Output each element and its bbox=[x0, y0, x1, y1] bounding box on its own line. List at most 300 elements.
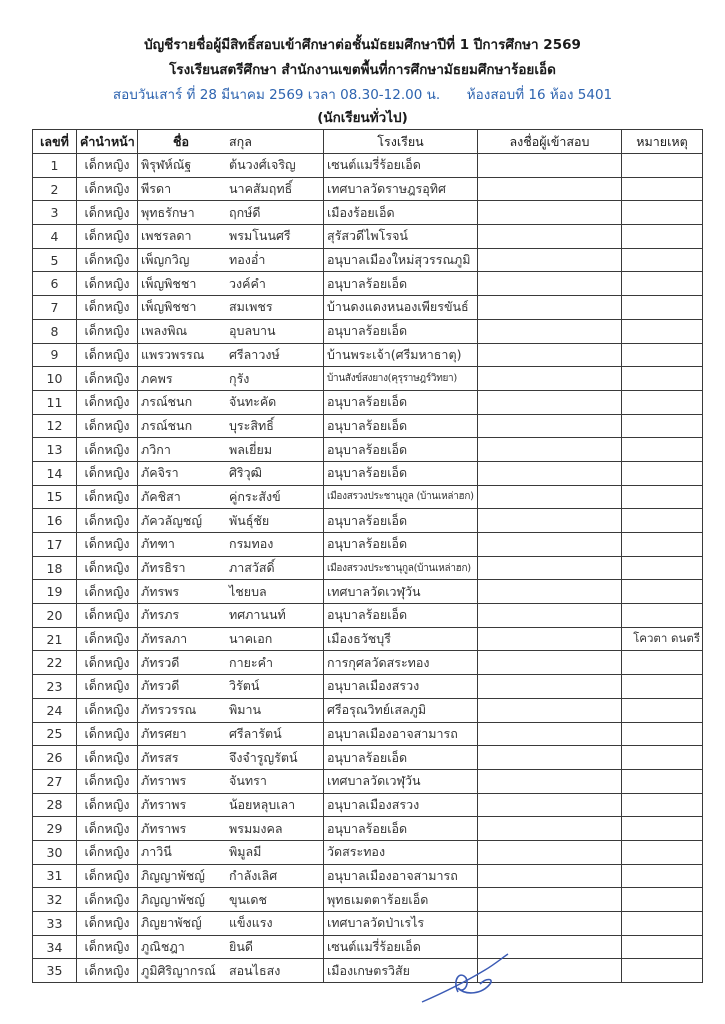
row-first-name: ภัทรพร bbox=[141, 583, 180, 599]
row-number: 8 bbox=[33, 319, 77, 343]
row-signature-field[interactable] bbox=[478, 390, 622, 414]
row-first-name: พีรดา bbox=[141, 181, 172, 197]
col-header-last-name: สกุล bbox=[229, 133, 252, 149]
row-last-name: พันธุ์ชัย bbox=[229, 512, 270, 528]
row-first-name: ภัทรภร bbox=[141, 607, 180, 623]
table-header-row bbox=[33, 130, 703, 154]
row-remark bbox=[622, 580, 703, 604]
row-school: อนุบาลร้อยเอ็ด bbox=[324, 390, 478, 414]
row-number: 34 bbox=[33, 935, 77, 959]
row-first-name: พิรุฬห์ณัฐ bbox=[141, 157, 192, 173]
row-prefix: เด็กหญิง bbox=[77, 272, 138, 296]
row-signature-field[interactable] bbox=[478, 461, 622, 485]
row-first-name: ภัทรวรรณ bbox=[141, 702, 197, 718]
row-school: เมืองร้อยเอ็ด bbox=[324, 201, 478, 225]
row-last-name: จันทรา bbox=[229, 773, 267, 789]
school-subtitle: โรงเรียนสตรีศึกษา สำนักงานเขตพื้นที่การศึกษามัธยมศึกษาร้อยเอ็ด bbox=[169, 62, 556, 78]
row-signature-field[interactable] bbox=[478, 864, 622, 888]
row-prefix: เด็กหญิง bbox=[77, 888, 138, 912]
table-row bbox=[33, 533, 703, 557]
row-last-name: กำลังเลิศ bbox=[229, 867, 278, 883]
row-number: 29 bbox=[33, 817, 77, 841]
row-number: 35 bbox=[33, 959, 77, 983]
table-row bbox=[33, 793, 703, 817]
row-signature-field[interactable] bbox=[478, 888, 622, 912]
row-last-name: กุรัง bbox=[229, 370, 250, 386]
row-name bbox=[138, 296, 324, 320]
row-school: เทศบาลวัดป่าเรไร bbox=[324, 912, 478, 936]
row-remark bbox=[622, 272, 703, 296]
row-number: 28 bbox=[33, 793, 77, 817]
row-first-name: เพลงพิณ bbox=[141, 323, 188, 339]
row-remark bbox=[622, 390, 703, 414]
row-name bbox=[138, 746, 324, 770]
row-number: 14 bbox=[33, 461, 77, 485]
row-number: 31 bbox=[33, 864, 77, 888]
row-number: 22 bbox=[33, 651, 77, 675]
row-prefix: เด็กหญิง bbox=[77, 959, 138, 983]
row-name bbox=[138, 390, 324, 414]
row-prefix: เด็กหญิง bbox=[77, 580, 138, 604]
row-remark bbox=[622, 604, 703, 628]
table-row bbox=[33, 461, 703, 485]
row-number: 24 bbox=[33, 698, 77, 722]
row-last-name: คู่กระสังข์ bbox=[229, 488, 281, 504]
row-name bbox=[138, 580, 324, 604]
row-number: 25 bbox=[33, 722, 77, 746]
row-last-name: น้อยหลุบเลา bbox=[229, 796, 296, 812]
row-prefix: เด็กหญิง bbox=[77, 461, 138, 485]
row-signature-field[interactable] bbox=[478, 675, 622, 699]
table-row bbox=[33, 651, 703, 675]
row-prefix: เด็กหญิง bbox=[77, 675, 138, 699]
row-first-name: ภคพร bbox=[141, 370, 173, 386]
row-remark bbox=[622, 769, 703, 793]
table-row bbox=[33, 296, 703, 320]
row-last-name: วิรัตน์ bbox=[229, 678, 260, 694]
row-prefix: เด็กหญิง bbox=[77, 627, 138, 651]
table-row bbox=[33, 201, 703, 225]
row-name bbox=[138, 154, 324, 178]
row-last-name: วงค์คำ bbox=[229, 275, 266, 291]
row-name bbox=[138, 651, 324, 675]
row-first-name: ภัทราพร bbox=[141, 773, 187, 789]
row-signature-field[interactable] bbox=[478, 580, 622, 604]
col-header-school: โรงเรียน bbox=[324, 130, 478, 154]
row-remark bbox=[622, 509, 703, 533]
row-signature-field[interactable] bbox=[478, 248, 622, 272]
row-prefix: เด็กหญิง bbox=[77, 201, 138, 225]
table-row bbox=[33, 556, 703, 580]
row-first-name: ภัทรศยา bbox=[141, 725, 187, 741]
row-signature-field[interactable] bbox=[478, 912, 622, 936]
row-name bbox=[138, 675, 324, 699]
row-number: 7 bbox=[33, 296, 77, 320]
row-name bbox=[138, 888, 324, 912]
row-remark bbox=[622, 367, 703, 391]
row-school: เมืองธวัชบุรี bbox=[324, 627, 478, 651]
exam-room: ห้องสอบที่ 16 ห้อง 5401 bbox=[466, 87, 613, 103]
row-number: 9 bbox=[33, 343, 77, 367]
table-row bbox=[33, 154, 703, 178]
row-signature-field[interactable] bbox=[478, 769, 622, 793]
row-prefix: เด็กหญิง bbox=[77, 414, 138, 438]
row-last-name: สมเพชร bbox=[229, 299, 273, 315]
row-last-name: ศิริวุฒิ bbox=[229, 465, 262, 481]
row-prefix: เด็กหญิง bbox=[77, 698, 138, 722]
row-name bbox=[138, 959, 324, 983]
row-school: เทศบาลวัดเวฬุวัน bbox=[324, 769, 478, 793]
row-number: 20 bbox=[33, 604, 77, 628]
row-school: อนุบาลเมืองสรวง bbox=[324, 675, 478, 699]
row-name bbox=[138, 912, 324, 936]
table-row bbox=[33, 840, 703, 864]
row-last-name: ทศภานนท์ bbox=[229, 607, 286, 623]
row-number: 3 bbox=[33, 201, 77, 225]
table-row bbox=[33, 817, 703, 841]
row-last-name: แข็งแรง bbox=[229, 915, 273, 931]
row-first-name: ภิญยาพัชญ์ bbox=[141, 915, 202, 931]
row-remark bbox=[622, 485, 703, 509]
row-first-name: ภัคชิสา bbox=[141, 488, 181, 504]
table-row bbox=[33, 698, 703, 722]
row-school: บ้านพระเจ้า(ศรีมหาธาตุ) bbox=[324, 343, 478, 367]
row-signature-field[interactable] bbox=[478, 509, 622, 533]
row-first-name: ภัคจิรา bbox=[141, 465, 179, 481]
row-first-name: ภัทรวดี bbox=[141, 678, 180, 694]
row-remark bbox=[622, 319, 703, 343]
row-first-name: พุทธรักษา bbox=[141, 204, 195, 220]
row-number: 10 bbox=[33, 367, 77, 391]
row-first-name: ภัควลัญชญ์ bbox=[141, 512, 203, 528]
row-name bbox=[138, 343, 324, 367]
row-name bbox=[138, 556, 324, 580]
row-school: เมืองสรวงประชานุกูล (บ้านเหล่าฮก) bbox=[324, 485, 478, 509]
row-last-name: พลเยี่ยม bbox=[229, 441, 273, 457]
row-school: อนุบาลเมืองสรวง bbox=[324, 793, 478, 817]
row-number: 4 bbox=[33, 225, 77, 249]
row-remark bbox=[622, 248, 703, 272]
row-prefix: เด็กหญิง bbox=[77, 485, 138, 509]
row-last-name: นาคสัมฤทธิ์ bbox=[229, 181, 293, 197]
row-remark bbox=[622, 817, 703, 841]
row-signature-field[interactable] bbox=[478, 533, 622, 557]
row-number: 23 bbox=[33, 675, 77, 699]
row-first-name: ภวิกา bbox=[141, 441, 171, 457]
table-row bbox=[33, 580, 703, 604]
row-school: อนุบาลร้อยเอ็ด bbox=[324, 414, 478, 438]
row-first-name: ภัทรลภา bbox=[141, 631, 188, 647]
row-number: 1 bbox=[33, 154, 77, 178]
table-row bbox=[33, 343, 703, 367]
row-remark bbox=[622, 533, 703, 557]
row-last-name: ฤกษ์ดี bbox=[229, 204, 261, 220]
row-signature-field[interactable] bbox=[478, 367, 622, 391]
row-signature-field[interactable] bbox=[478, 793, 622, 817]
table-row bbox=[33, 438, 703, 462]
table-row bbox=[33, 248, 703, 272]
table-row bbox=[33, 177, 703, 201]
table-row bbox=[33, 675, 703, 699]
document-title: บัญชีรายชื่อผู้มีสิทธิ์สอบเข้าศึกษาต่อชั้นมัธยมศึกษาปีที่ 1 ปีการศึกษา 2569 bbox=[144, 37, 581, 53]
row-name bbox=[138, 509, 324, 533]
row-name bbox=[138, 414, 324, 438]
table-row bbox=[33, 888, 703, 912]
row-number: 18 bbox=[33, 556, 77, 580]
row-first-name: เพ็ญกวิญ bbox=[141, 252, 190, 268]
row-school: อนุบาลเมืองอาจสามารถ bbox=[324, 864, 478, 888]
table-row bbox=[33, 722, 703, 746]
row-school: อนุบาลร้อยเอ็ด bbox=[324, 817, 478, 841]
col-header-prefix: คำนำหน้า bbox=[77, 130, 138, 154]
row-remark bbox=[622, 675, 703, 699]
row-last-name: ต้นวงศ์เจริญ bbox=[229, 157, 296, 173]
row-first-name: ภัทรสร bbox=[141, 749, 179, 765]
row-school: การกุศลวัดสระทอง bbox=[324, 651, 478, 675]
row-first-name: ภรณ์ชนก bbox=[141, 417, 193, 433]
row-school: อนุบาลร้อยเอ็ด bbox=[324, 604, 478, 628]
row-school: อนุบาลร้อยเอ็ด bbox=[324, 461, 478, 485]
row-prefix: เด็กหญิง bbox=[77, 912, 138, 936]
col-header-signature: ลงชื่อผู้เข้าสอบ bbox=[478, 130, 622, 154]
row-school: อนุบาลร้อยเอ็ด bbox=[324, 746, 478, 770]
row-name bbox=[138, 485, 324, 509]
col-header-no: เลขที่ bbox=[33, 130, 77, 154]
row-signature-field[interactable] bbox=[478, 438, 622, 462]
row-name bbox=[138, 722, 324, 746]
row-signature-field[interactable] bbox=[478, 627, 622, 651]
row-first-name: ภูมิศิริญากรณ์ bbox=[141, 962, 216, 978]
row-name bbox=[138, 438, 324, 462]
row-number: 19 bbox=[33, 580, 77, 604]
row-last-name: ทองอ่ำ bbox=[229, 252, 266, 268]
table-row bbox=[33, 272, 703, 296]
table-row bbox=[33, 627, 703, 651]
row-number: 17 bbox=[33, 533, 77, 557]
row-prefix: เด็กหญิง bbox=[77, 935, 138, 959]
row-remark bbox=[622, 343, 703, 367]
table-row bbox=[33, 604, 703, 628]
row-school: ศรีอรุณวิทย์เสลภูมิ bbox=[324, 698, 478, 722]
row-prefix: เด็กหญิง bbox=[77, 746, 138, 770]
row-number: 27 bbox=[33, 769, 77, 793]
row-prefix: เด็กหญิง bbox=[77, 438, 138, 462]
row-last-name: พิมาน bbox=[229, 702, 262, 718]
row-name bbox=[138, 272, 324, 296]
row-number: 6 bbox=[33, 272, 77, 296]
row-first-name: ภัทรวดี bbox=[141, 654, 180, 670]
row-remark bbox=[622, 888, 703, 912]
row-last-name: จึงจำรูญรัตน์ bbox=[229, 749, 298, 765]
col-header-first-name: ชื่อ bbox=[173, 133, 189, 149]
row-school: อนุบาลร้อยเอ็ด bbox=[324, 272, 478, 296]
row-prefix: เด็กหญิง bbox=[77, 248, 138, 272]
row-signature-field[interactable] bbox=[478, 177, 622, 201]
row-signature-field[interactable] bbox=[478, 604, 622, 628]
row-signature-field[interactable] bbox=[478, 722, 622, 746]
row-name bbox=[138, 225, 324, 249]
row-last-name: ศรีลาวงษ์ bbox=[229, 346, 280, 362]
row-remark bbox=[622, 461, 703, 485]
row-name bbox=[138, 533, 324, 557]
row-school: บ้านสังข์สงยาง(คุรุราษฎร์วิทยา) bbox=[324, 367, 478, 391]
row-prefix: เด็กหญิง bbox=[77, 864, 138, 888]
row-remark bbox=[622, 651, 703, 675]
row-remark bbox=[622, 556, 703, 580]
row-name bbox=[138, 461, 324, 485]
row-last-name: นาคเอก bbox=[229, 631, 273, 647]
signature-mark bbox=[410, 950, 510, 1010]
table-row bbox=[33, 509, 703, 533]
row-remark bbox=[622, 935, 703, 959]
row-number: 26 bbox=[33, 746, 77, 770]
row-school: เมืองเกษตรวิสัย bbox=[324, 959, 478, 983]
row-prefix: เด็กหญิง bbox=[77, 722, 138, 746]
row-school: วัดสระทอง bbox=[324, 840, 478, 864]
row-number: 33 bbox=[33, 912, 77, 936]
row-last-name: ไชยบล bbox=[229, 583, 267, 599]
table-row bbox=[33, 414, 703, 438]
row-prefix: เด็กหญิง bbox=[77, 296, 138, 320]
row-remark bbox=[622, 698, 703, 722]
exam-schedule bbox=[0, 86, 725, 104]
row-last-name: ขุนเดช bbox=[229, 891, 267, 907]
row-name bbox=[138, 935, 324, 959]
row-number: 15 bbox=[33, 485, 77, 509]
row-number: 12 bbox=[33, 414, 77, 438]
row-school: อนุบาลเมืองใหม่สุวรรณภูมิ bbox=[324, 248, 478, 272]
table-row bbox=[33, 912, 703, 936]
row-prefix: เด็กหญิง bbox=[77, 225, 138, 249]
row-name bbox=[138, 319, 324, 343]
row-number: 30 bbox=[33, 840, 77, 864]
row-last-name: อุบลบาน bbox=[229, 323, 276, 339]
row-first-name: แพรวพรรณ bbox=[141, 346, 205, 362]
row-school: อนุบาลร้อยเอ็ด bbox=[324, 438, 478, 462]
row-signature-field[interactable] bbox=[478, 698, 622, 722]
row-remark bbox=[622, 438, 703, 462]
row-signature-field[interactable] bbox=[478, 485, 622, 509]
row-school: เทศบาลวัดราษฎรอุทิศ bbox=[324, 177, 478, 201]
row-first-name: ภัทราพร bbox=[141, 796, 187, 812]
row-number: 2 bbox=[33, 177, 77, 201]
row-prefix: เด็กหญิง bbox=[77, 556, 138, 580]
table-row bbox=[33, 959, 703, 983]
row-last-name: กายะคำ bbox=[229, 654, 274, 670]
row-prefix: เด็กหญิง bbox=[77, 154, 138, 178]
row-school: เทศบาลวัดเวฬุวัน bbox=[324, 580, 478, 604]
row-prefix: เด็กหญิง bbox=[77, 533, 138, 557]
row-remark bbox=[622, 414, 703, 438]
col-header-remark: หมายเหตุ bbox=[622, 130, 703, 154]
row-signature-field[interactable] bbox=[478, 746, 622, 770]
row-school: อนุบาลร้อยเอ็ด bbox=[324, 509, 478, 533]
row-school: อนุบาลร้อยเอ็ด bbox=[324, 319, 478, 343]
row-first-name: เพ็ญพิชชา bbox=[141, 275, 197, 291]
row-last-name: ยินดี bbox=[229, 939, 253, 955]
row-signature-field[interactable] bbox=[478, 651, 622, 675]
row-signature-field[interactable] bbox=[478, 319, 622, 343]
row-last-name: พิมูลมี bbox=[229, 844, 262, 860]
row-prefix: เด็กหญิง bbox=[77, 367, 138, 391]
row-school: อนุบาลเมืองอาจสามารถ bbox=[324, 722, 478, 746]
row-first-name: ภูณิชฎา bbox=[141, 939, 185, 955]
row-name bbox=[138, 177, 324, 201]
row-remark bbox=[622, 912, 703, 936]
row-number: 11 bbox=[33, 390, 77, 414]
candidate-table bbox=[32, 129, 703, 983]
row-signature-field[interactable] bbox=[478, 154, 622, 178]
table-row bbox=[33, 935, 703, 959]
row-name bbox=[138, 769, 324, 793]
row-last-name: สอนไธสง bbox=[229, 962, 281, 978]
row-signature-field[interactable] bbox=[478, 414, 622, 438]
row-first-name: ภัทรธิรา bbox=[141, 560, 186, 576]
row-last-name: บุระสิทธิ์ bbox=[229, 417, 274, 433]
row-signature-field[interactable] bbox=[478, 840, 622, 864]
row-remark bbox=[622, 959, 703, 983]
table-row bbox=[33, 485, 703, 509]
row-remark bbox=[622, 746, 703, 770]
row-last-name: กรมทอง bbox=[229, 536, 274, 552]
row-first-name: เพชรลดา bbox=[141, 228, 192, 244]
table-row bbox=[33, 746, 703, 770]
row-signature-field[interactable] bbox=[478, 343, 622, 367]
row-first-name: ภัทฑา bbox=[141, 536, 175, 552]
row-signature-field[interactable] bbox=[478, 296, 622, 320]
row-prefix: เด็กหญิง bbox=[77, 390, 138, 414]
row-first-name: ภิญญาพัชญ์ bbox=[141, 891, 205, 907]
row-number: 21 bbox=[33, 627, 77, 651]
row-remark bbox=[622, 225, 703, 249]
row-school: เซนต์แมรี่ร้อยเอ็ด bbox=[324, 935, 478, 959]
row-first-name: ภิญญาพัชญ์ bbox=[141, 867, 205, 883]
row-last-name: พรมโนนศรี bbox=[229, 228, 291, 244]
exam-date-time: สอบวันเสาร์ ที่ 28 มีนาคม 2569 เวลา 08.30-12.00 น. bbox=[112, 87, 441, 103]
row-school: พุทธเมตตาร้อยเอ็ด bbox=[324, 888, 478, 912]
row-number: 5 bbox=[33, 248, 77, 272]
row-name bbox=[138, 248, 324, 272]
row-name bbox=[138, 793, 324, 817]
row-first-name: ภาวินี bbox=[141, 844, 172, 860]
row-school: สุรัสวดีไพโรจน์ bbox=[324, 225, 478, 249]
table-row bbox=[33, 390, 703, 414]
row-name bbox=[138, 627, 324, 651]
row-prefix: เด็กหญิง bbox=[77, 840, 138, 864]
row-remark bbox=[622, 154, 703, 178]
row-signature-field[interactable] bbox=[478, 817, 622, 841]
row-remark: โควตา ดนตรี bbox=[622, 627, 703, 651]
row-school: เมืองสรวงประชานุกูล(บ้านเหล่าฮก) bbox=[324, 556, 478, 580]
row-number: 16 bbox=[33, 509, 77, 533]
row-name bbox=[138, 817, 324, 841]
row-last-name: ศรีลารัตน์ bbox=[229, 725, 282, 741]
table-row bbox=[33, 769, 703, 793]
row-first-name: ภรณ์ชนก bbox=[141, 394, 193, 410]
row-signature-field[interactable] bbox=[478, 556, 622, 580]
row-prefix: เด็กหญิง bbox=[77, 769, 138, 793]
row-signature-field[interactable] bbox=[478, 225, 622, 249]
row-signature-field[interactable] bbox=[478, 201, 622, 225]
row-signature-field[interactable] bbox=[478, 272, 622, 296]
row-last-name: ภาสวัสดิ์ bbox=[229, 560, 275, 576]
table-row bbox=[33, 319, 703, 343]
student-category: (นักเรียนทั่วไป) bbox=[317, 110, 408, 126]
table-body bbox=[33, 154, 703, 983]
table-row bbox=[33, 864, 703, 888]
row-number: 32 bbox=[33, 888, 77, 912]
row-prefix: เด็กหญิง bbox=[77, 651, 138, 675]
